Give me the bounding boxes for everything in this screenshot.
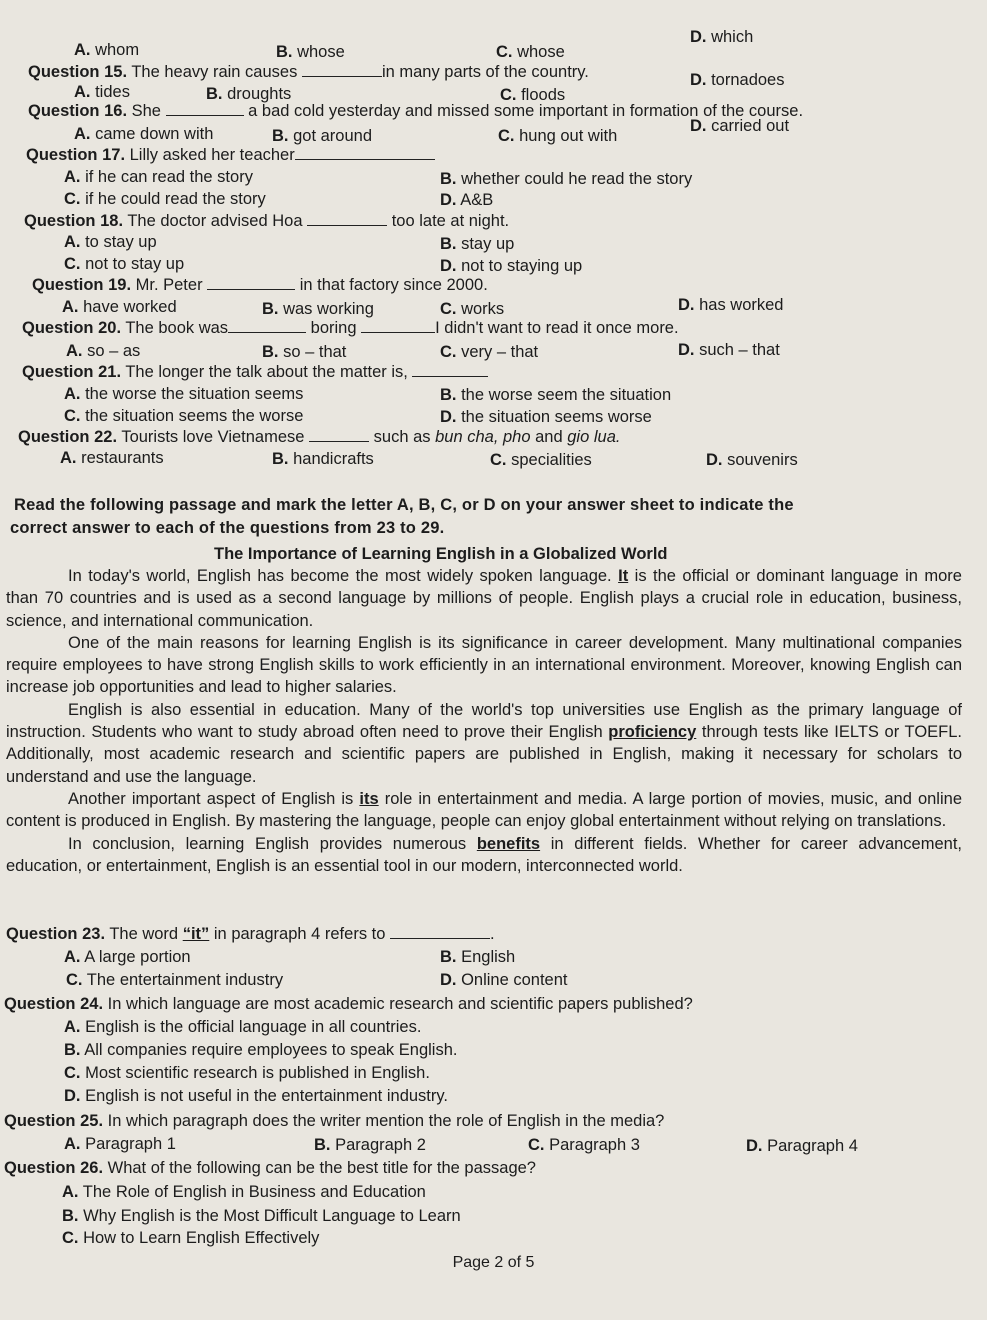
question-23: Question 23. The word “it” in paragraph 4 refers to . [6, 925, 495, 943]
q17-option-c: C. if he could read the story [64, 190, 266, 208]
q18-option-c: C. not to stay up [64, 255, 185, 273]
answer-blank [307, 211, 387, 226]
q20-option-c: C. very – that [440, 343, 539, 361]
q24-option-a: A. English is the official language in all countries. [64, 1018, 422, 1036]
q14-option-b: B. whose [276, 43, 345, 61]
answer-blank [361, 318, 435, 333]
q17-option-d: D. A&B [440, 191, 494, 209]
q25-option-b: B. Paragraph 2 [314, 1136, 426, 1154]
page-number: Page 2 of 5 [452, 1254, 535, 1271]
passage-title: The Importance of Learning English in a Globalized World [214, 545, 668, 563]
q16-option-c: C. hung out with [498, 127, 618, 145]
passage-paragraph-5: In conclusion, learning English provides numerous benefits in different fields. Whether for career advancement, education, or entertainment, English is an essential tool in our modern, interconnected world. [6, 834, 963, 875]
q23-option-c: C. The entertainment industry [66, 971, 284, 989]
q14-option-a: A. whom [74, 41, 140, 59]
passage-paragraph-4: Another important aspect of English is its role in entertainment and media. A large portion of movies, music, and online content is produced in English. By mastering the language, people can enjoy global entertainment without relying on translations. [6, 789, 962, 831]
question-24: Question 24. In which language are most academic research and scientific papers published? [4, 995, 693, 1013]
q16-option-d: D. carried out [690, 117, 790, 135]
q22-option-c: C. specialities [490, 451, 592, 469]
q25-option-d: D. Paragraph 4 [746, 1137, 858, 1155]
answer-blank [295, 145, 435, 160]
q21-option-b: B. the worse seem the situation [440, 386, 672, 404]
q19-option-b: B. was working [262, 300, 374, 318]
question-25: Question 25. In which paragraph does the writer mention the role of English in the media? [4, 1112, 665, 1130]
answer-blank [228, 318, 306, 333]
q26-option-b: B. Why English is the Most Difficult Language to Learn [62, 1207, 461, 1225]
q15-option-b: B. droughts [206, 85, 292, 103]
q15-option-a: A. tides [74, 83, 130, 101]
answer-blank [207, 275, 295, 290]
q22-option-b: B. handicrafts [272, 450, 374, 468]
q24-option-c: C. Most scientific research is published in English. [64, 1064, 430, 1082]
question-21: Question 21. The longer the talk about the matter is, [22, 362, 488, 383]
q17-option-b: B. whether could he read the story [440, 170, 693, 188]
q24-option-b: B. All companies require employees to speak English. [64, 1041, 458, 1059]
answer-blank [302, 62, 382, 77]
q23-option-a: A. A large portion [64, 948, 191, 966]
q20-option-d: D. such – that [678, 341, 780, 359]
q26-option-c: C. How to Learn English Effectively [62, 1229, 320, 1247]
q17-option-a: A. if he can read the story [64, 168, 253, 186]
passage-paragraph-3: English is also essential in education. Many of the world's top universities use English as the primary language of instruction. Students who want to study abroad often need to prove their English proficiency through tests like IELTS or TOEFL. Additionally, most academic research and scientific papers are published in English, making it necessary for scholars to understand and use the language. [6, 700, 962, 786]
q20-option-a: A. so – as [66, 342, 141, 360]
q15-option-d: D. tornadoes [690, 71, 785, 89]
q23-option-d: D. Online content [440, 971, 568, 989]
q20-option-b: B. so – that [262, 343, 347, 361]
q21-option-c: C. the situation seems the worse [64, 407, 304, 425]
q19-option-d: D. has worked [678, 296, 784, 314]
question-18: Question 18. The doctor advised Hoa too late at night. [24, 212, 510, 230]
q25-option-a: A. Paragraph 1 [64, 1135, 176, 1153]
q15-option-c: C. floods [500, 86, 566, 104]
q22-option-d: D. souvenirs [706, 451, 798, 469]
q25-option-c: C. Paragraph 3 [528, 1136, 640, 1154]
q14-option-d: D. which [690, 28, 754, 46]
answer-blank [166, 101, 244, 116]
question-20: Question 20. The book was boring I didn't want to read it once more. [22, 319, 679, 337]
q23-option-b: B. English [440, 948, 516, 966]
answer-blank [390, 924, 490, 939]
q22-option-a: A. restaurants [60, 449, 164, 467]
question-19: Question 19. Mr. Peter in that factory since 2000. [32, 276, 488, 294]
question-26: Question 26. What of the following can be the best title for the passage? [4, 1159, 536, 1177]
passage-paragraph-2: One of the main reasons for learning English is its significance in career development. Many multinational companies require employees to have strong English skills to work efficiently in an international environment. Moreover, knowing English can increase job opportunities and lead to higher salaries. [6, 633, 962, 697]
q16-option-b: B. got around [272, 127, 372, 145]
q21-option-a: A. the worse the situation seems [64, 385, 304, 403]
question-17: Question 17. Lilly asked her teacher [26, 145, 435, 166]
q19-option-c: C. works [440, 300, 505, 318]
q19-option-a: A. have worked [62, 298, 177, 316]
q14-option-c: C. whose [496, 43, 565, 61]
q18-option-a: A. to stay up [64, 233, 157, 251]
instructions-line-2: correct answer to each of the questions from 23 to 29. [10, 519, 445, 537]
q18-option-b: B. stay up [440, 235, 515, 253]
answer-blank [412, 362, 488, 377]
q24-option-d: D. English is not useful in the entertainment industry. [64, 1087, 448, 1105]
instructions-line-1: Read the following passage and mark the letter A, B, C, or D on your answer sheet to indicate the [14, 496, 794, 514]
q26-option-a: A. The Role of English in Business and Education [62, 1183, 426, 1201]
question-16: Question 16. She a bad cold yesterday and missed some important in formation of the course. [28, 102, 804, 120]
answer-blank [309, 427, 369, 442]
passage-paragraph-1: In today's world, English has become the most widely spoken language. It is the official or dominant language in more than 70 countries and is used as a second language by millions of people. English plays a crucial role in education, business, science, and international communication. [6, 567, 962, 630]
passage-body [6, 565, 962, 877]
q16-option-a: A. came down with [74, 125, 214, 143]
q21-option-d: D. the situation seems worse [440, 408, 652, 426]
question-22: Question 22. Tourists love Vietnamese such as bun cha, pho and gio lua. [18, 428, 621, 446]
q18-option-d: D. not to staying up [440, 257, 583, 275]
question-15: Question 15. The heavy rain causes in many parts of the country. [28, 63, 589, 81]
